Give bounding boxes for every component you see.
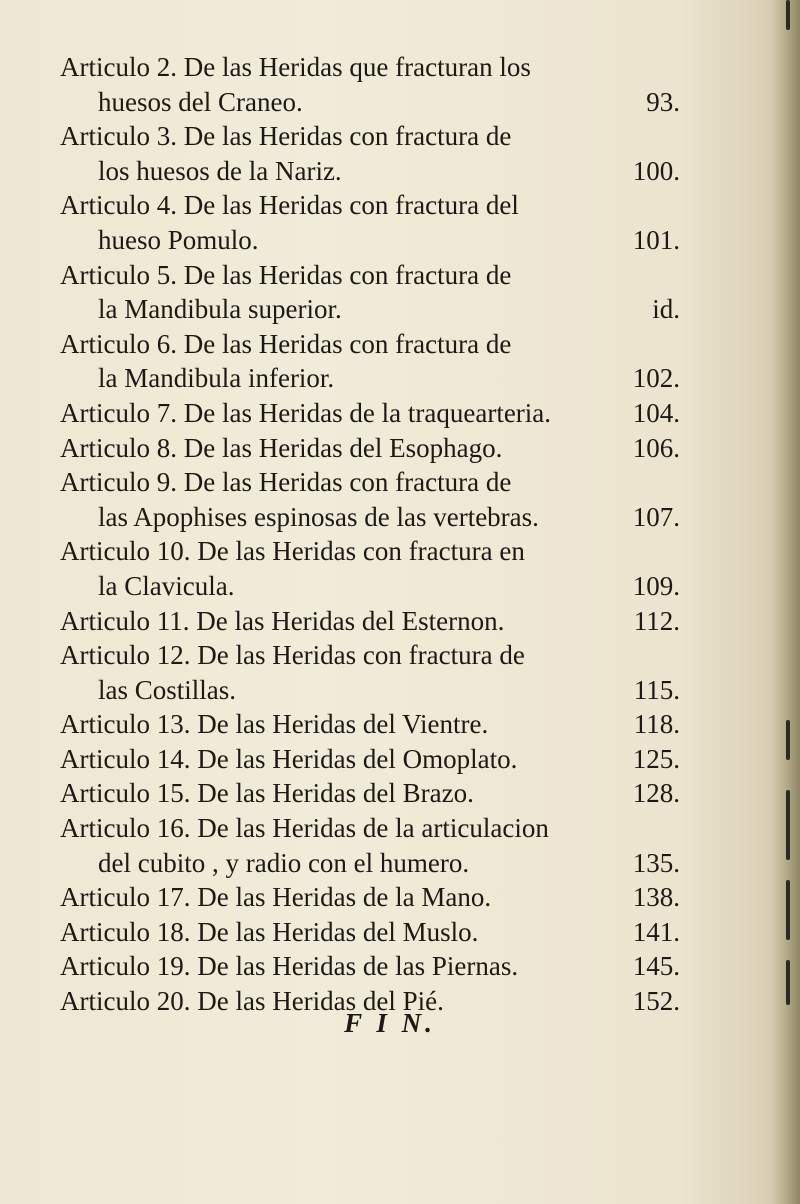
toc-entry-continuation-line bbox=[60, 500, 680, 535]
toc-entry-text: del cubito , y radio con el humero. bbox=[98, 847, 470, 878]
toc-entry-heading-line bbox=[60, 776, 680, 811]
toc-entry bbox=[60, 327, 680, 396]
toc-entry-heading-line bbox=[60, 327, 680, 362]
toc-entry bbox=[60, 604, 680, 639]
toc-entry bbox=[60, 915, 680, 950]
toc-entry bbox=[60, 50, 680, 119]
toc-entry-text: la Clavicula. bbox=[98, 570, 235, 601]
toc-entry-continuation-line bbox=[60, 223, 680, 258]
toc-entry-heading-line bbox=[60, 188, 680, 223]
toc-page-number: 135. bbox=[632, 847, 680, 878]
toc-entry-heading-line bbox=[60, 604, 680, 639]
toc-entry-text: Articulo 10. De las Heridas con fractura en bbox=[60, 536, 525, 567]
toc-entry-heading-line bbox=[60, 431, 680, 466]
toc-entry bbox=[60, 431, 680, 466]
toc-entry-text: hueso Pomulo. bbox=[98, 224, 259, 255]
toc-page-number: 118. bbox=[633, 709, 680, 740]
toc-entry-text: Articulo 9. De las Heridas con fractura de bbox=[60, 467, 512, 498]
toc-entry bbox=[60, 119, 680, 188]
toc-entry-text: Articulo 11. De las Heridas del Esternon. bbox=[60, 605, 505, 636]
toc-page-number: 115. bbox=[633, 674, 680, 705]
toc-entry-heading-line bbox=[60, 949, 680, 984]
toc-page-number: 109. bbox=[632, 570, 680, 601]
toc-entry-text: los huesos de la Nariz. bbox=[98, 155, 342, 186]
toc-entry-continuation-line bbox=[60, 569, 680, 604]
toc-entry bbox=[60, 258, 680, 327]
toc-entry bbox=[60, 707, 680, 742]
toc-entry-heading-line bbox=[60, 50, 680, 85]
toc-entry-continuation-line bbox=[60, 85, 680, 120]
toc-entry bbox=[60, 188, 680, 257]
toc-entry-text: Articulo 2. De las Heridas que fracturan los bbox=[60, 52, 531, 82]
toc-entry-heading-line bbox=[60, 707, 680, 742]
table-of-contents bbox=[60, 50, 680, 1019]
spine-edge-marks bbox=[780, 0, 796, 1204]
toc-page-number: 112. bbox=[633, 605, 680, 636]
toc-entry-text: Articulo 6. De las Heridas con fractura de bbox=[60, 328, 512, 359]
toc-page-number: 101. bbox=[632, 224, 680, 255]
toc-page-number: 141. bbox=[632, 916, 680, 947]
toc-entry-continuation-line bbox=[60, 361, 680, 396]
toc-page-number: id. bbox=[652, 294, 680, 325]
toc-entry-heading-line bbox=[60, 258, 680, 293]
toc-entry-heading-line bbox=[60, 638, 680, 673]
toc-entry-text: Articulo 7. De las Heridas de la traquearteria. bbox=[60, 397, 552, 428]
toc-entry-heading-line bbox=[60, 742, 680, 777]
toc-entry-text: la Mandibula superior. bbox=[98, 294, 342, 325]
toc-entry-text: las Apophises espinosas de las vertebras. bbox=[98, 501, 539, 532]
toc-entry-continuation-line bbox=[60, 154, 680, 189]
toc-page-number: 102. bbox=[632, 363, 680, 394]
toc-entry-text: Articulo 20. De las Heridas del Pié. bbox=[60, 986, 444, 1017]
toc-entry-text: Articulo 5. De las Heridas con fractura de bbox=[60, 259, 512, 290]
toc-page-number: 125. bbox=[632, 743, 680, 774]
toc-entry-text: Articulo 17. De las Heridas de la Mano. bbox=[60, 882, 492, 913]
toc-entry-continuation-line bbox=[60, 292, 680, 327]
toc-entry bbox=[60, 742, 680, 777]
toc-page-number: 106. bbox=[632, 432, 680, 463]
toc-entry bbox=[60, 638, 680, 707]
toc-page-number: 128. bbox=[632, 778, 680, 809]
toc-entry-text: Articulo 8. De las Heridas del Esophago. bbox=[60, 432, 503, 463]
toc-entry-text: huesos del Craneo. bbox=[98, 86, 303, 117]
toc-page-number: 104. bbox=[632, 397, 680, 428]
toc-entry-text: las Costillas. bbox=[98, 674, 237, 705]
toc-entry-text: Articulo 15. De las Heridas del Brazo. bbox=[60, 778, 474, 809]
toc-page-number: 138. bbox=[632, 882, 680, 913]
toc-entry bbox=[60, 949, 680, 984]
toc-page-number: 93. bbox=[646, 86, 680, 117]
toc-entry-text: Articulo 12. De las Heridas con fractura de bbox=[60, 640, 525, 671]
toc-entry-text: Articulo 19. De las Heridas de las Piernas. bbox=[60, 951, 519, 982]
toc-entry-text: Articulo 14. De las Heridas del Omoplato. bbox=[60, 743, 518, 774]
toc-entry-continuation-line bbox=[60, 846, 680, 881]
toc-entry-heading-line bbox=[60, 811, 680, 846]
toc-entry bbox=[60, 776, 680, 811]
toc-page-number: 100. bbox=[632, 155, 680, 186]
toc-entry bbox=[60, 811, 680, 880]
toc-entry-text: la Mandibula inferior. bbox=[98, 363, 335, 394]
toc-entry bbox=[60, 534, 680, 603]
toc-entry bbox=[60, 880, 680, 915]
toc-entry-heading-line bbox=[60, 534, 680, 569]
toc-entry-text: Articulo 4. De las Heridas con fractura del bbox=[60, 190, 519, 221]
toc-entry-heading-line bbox=[60, 915, 680, 950]
toc-entry bbox=[60, 396, 680, 431]
toc-entry-heading-line bbox=[60, 396, 680, 431]
toc-entry-text: Articulo 16. De las Heridas de la articulacion bbox=[60, 813, 549, 844]
toc-entry-continuation-line bbox=[60, 673, 680, 708]
toc-entry-text: Articulo 18. De las Heridas del Muslo. bbox=[60, 916, 479, 947]
toc-entry-text: Articulo 13. De las Heridas del Vientre. bbox=[60, 709, 489, 740]
toc-page-number: 107. bbox=[632, 501, 680, 532]
fin-label: F I N. bbox=[344, 1008, 436, 1038]
toc-page-number: 152. bbox=[632, 986, 680, 1017]
toc-entry-heading-line bbox=[60, 119, 680, 154]
toc-entry bbox=[60, 465, 680, 534]
toc-page-number: 145. bbox=[632, 951, 680, 982]
toc-entry-text: Articulo 3. De las Heridas con fractura de bbox=[60, 121, 512, 152]
toc-entry-heading-line bbox=[60, 880, 680, 915]
toc-entry-heading-line bbox=[60, 465, 680, 500]
